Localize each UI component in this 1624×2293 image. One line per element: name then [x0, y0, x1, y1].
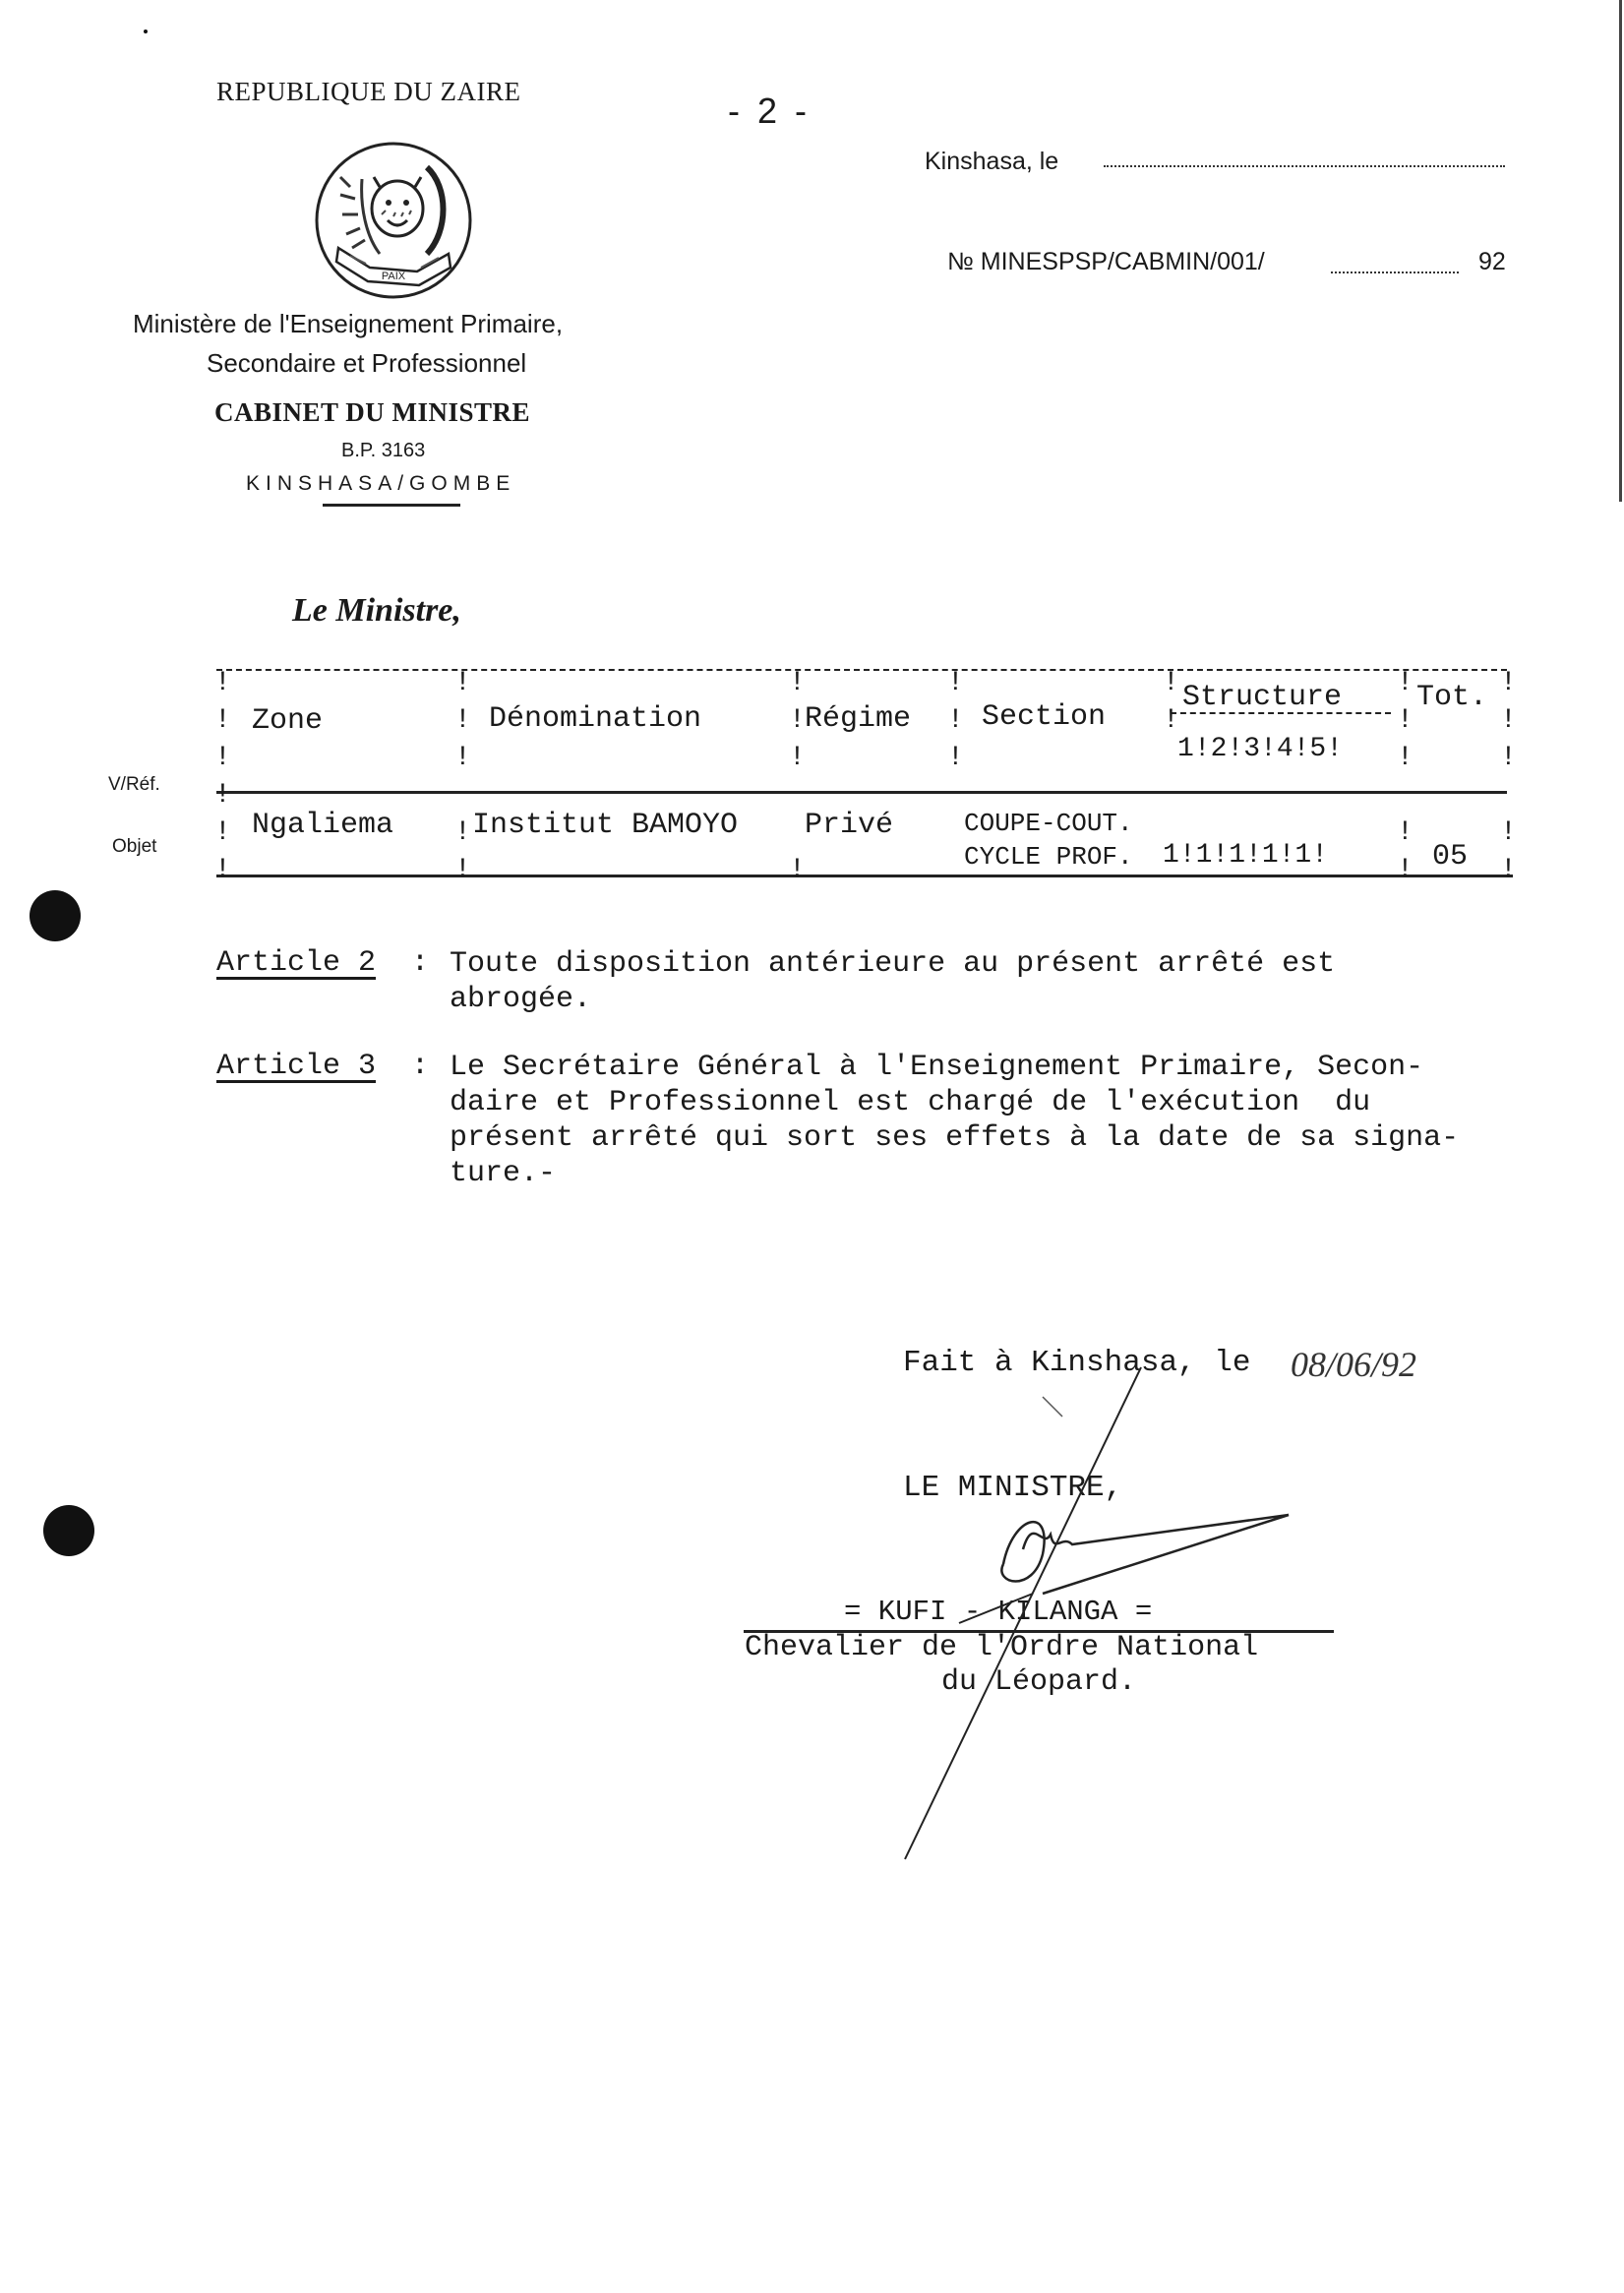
page-number: - 2 - [728, 91, 812, 131]
column-separator: ! ! [1163, 668, 1179, 736]
header-regime: Régime [805, 702, 912, 736]
header-total: Tot. [1416, 681, 1488, 714]
article-3-text: Le Secrétaire Général à l'Enseignement Primaire, Secon- daire et Professionnel est chargé de l'exécution du présent arrêté qui sort ses effets à la date de sa signa- ture.- [450, 1051, 1460, 1190]
column-separator: ! ! ! ! ! [1397, 668, 1413, 885]
header-structure-columns: 1!2!3!4!5! [1177, 734, 1344, 764]
signing-date-handwritten: 08/06/92 [1291, 1345, 1417, 1384]
cell-regime: Privé [805, 809, 894, 842]
column-separator: ! ! ! ! [789, 668, 806, 885]
cell-denomination: Institut BAMOYO [472, 809, 739, 842]
article-3-label: Article 3 [216, 1050, 377, 1083]
table-bottom-rule [216, 875, 1513, 877]
article-3-colon: : [411, 1050, 430, 1083]
ministry-name-line1: Ministère de l'Enseignement Primaire, [133, 309, 564, 338]
header-denomination: Dénomination [489, 702, 702, 736]
city-line: KINSHASA/GOMBE [246, 472, 516, 495]
cell-section-line1: COUPE-COUT. [964, 809, 1133, 838]
svg-text:PAIX: PAIX [381, 271, 406, 282]
city-underline [323, 504, 460, 507]
header-section: Section [982, 700, 1107, 734]
place-date-blank [1104, 165, 1505, 167]
column-separator: ! ! ! ! ! [454, 668, 471, 885]
column-separator: ! ! ! [947, 668, 964, 773]
republic-title: REPUBLIQUE DU ZAIRE [216, 77, 521, 106]
reference-year: 92 [1478, 248, 1506, 275]
handwritten-signature [885, 1338, 1318, 1889]
cell-total: 05 [1432, 840, 1469, 874]
column-separator: ! ! ! ! ! [1500, 668, 1517, 885]
signatory-name: = KUFI - KILANGA = [844, 1596, 1153, 1628]
header-structure: Structure [1182, 681, 1343, 714]
speck [144, 30, 148, 33]
signatory-honor-line2: du Léopard. [941, 1665, 1137, 1699]
signatory-honor-line1: Chevalier de l'Ordre National [745, 1631, 1259, 1664]
ministry-name-line2: Secondaire et Professionnel [207, 348, 527, 378]
table-top-rule [216, 669, 1507, 671]
reference-number-blank [1331, 272, 1459, 273]
article-2-text: Toute disposition antérieure au présent arrêté est abrogée. [450, 947, 1336, 1016]
article-2-colon: : [411, 946, 430, 980]
cabinet-title: CABINET DU MINISTRE [214, 397, 531, 427]
article-2-label: Article 2 [216, 946, 377, 980]
minister-heading: Le Ministre, [292, 592, 461, 629]
cell-zone: Ngaliema [252, 809, 394, 842]
page-edge-line [1619, 0, 1622, 502]
cell-structure-values: 1!1!1!1!1! [1163, 840, 1329, 871]
margin-label-vref: V/Réf. [108, 774, 160, 795]
signing-place: Fait à Kinshasa, le [903, 1346, 1251, 1380]
header-zone: Zone [252, 704, 324, 738]
column-separator: ! ! ! ! ! ! [214, 668, 231, 885]
margin-label-objet: Objet [112, 836, 157, 857]
po-box: B.P. 3163 [341, 440, 426, 461]
place-date-label: Kinshasa, le [925, 148, 1059, 175]
signatory-title: LE MINISTRE, [903, 1471, 1123, 1505]
table-header-rule [216, 791, 1507, 794]
punch-hole [30, 890, 81, 941]
leopard-seal-icon [311, 138, 476, 303]
cell-section-line2: CYCLE PROF. [964, 842, 1133, 872]
punch-hole [43, 1505, 94, 1556]
reference-number-label: № MINESPSP/CABMIN/001/ [947, 248, 1265, 275]
